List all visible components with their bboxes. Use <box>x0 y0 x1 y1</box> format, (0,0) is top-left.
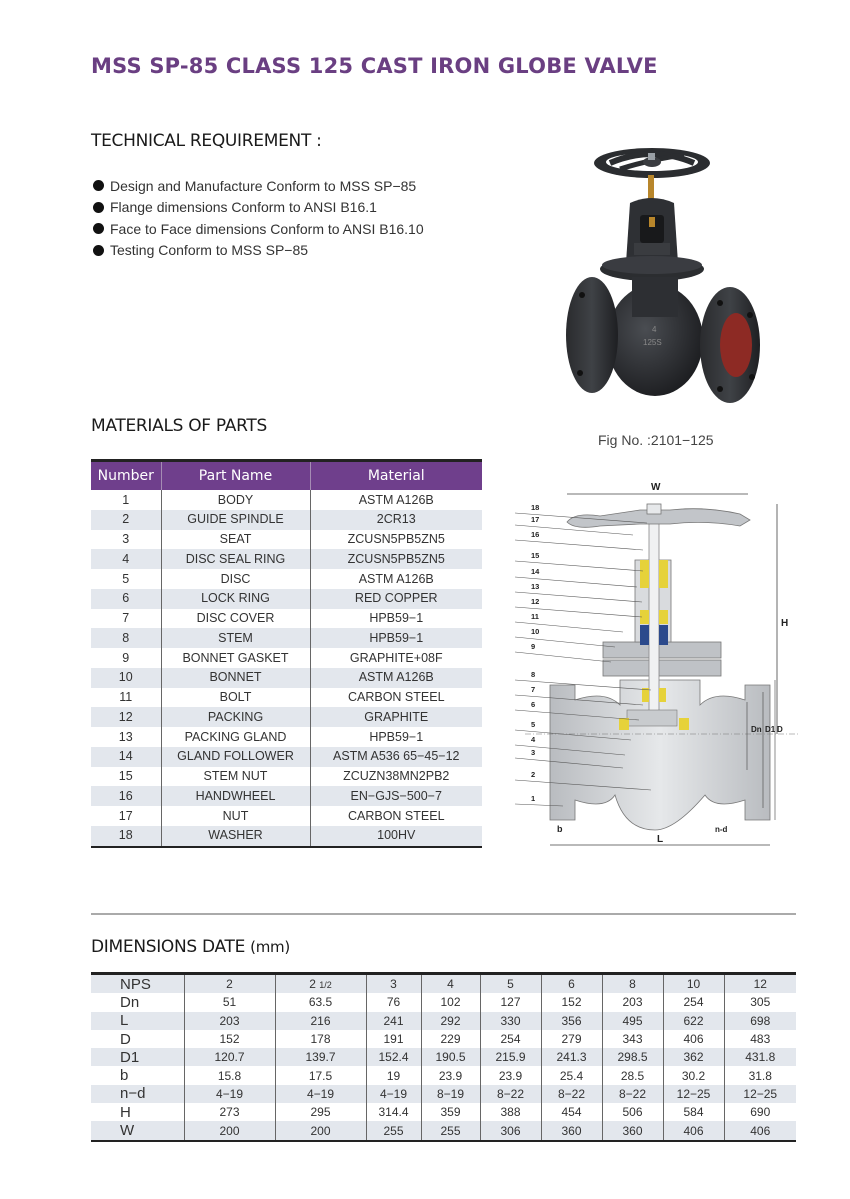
dim-label-l: L <box>657 834 664 845</box>
bullet-icon <box>93 202 104 213</box>
part-material: EN−GJS−500−7 <box>310 786 482 806</box>
casting-mark-size: 4 <box>652 325 657 334</box>
dimension-value: 295 <box>275 1103 366 1121</box>
requirement-item <box>93 240 424 262</box>
section-divider <box>91 913 796 915</box>
part-name: NUT <box>161 806 310 826</box>
valve-cross-section-diagram <box>515 480 805 855</box>
part-number-callout: 9 <box>531 642 536 651</box>
dimension-value: 406 <box>663 1121 724 1140</box>
dimension-value: 506 <box>602 1103 663 1121</box>
bullet-icon <box>93 180 104 191</box>
part-number-callout: 6 <box>531 700 536 709</box>
dimension-value: 203 <box>602 993 663 1011</box>
requirement-text: Face to Face dimensions Conform to ANSI B16.10 <box>110 220 424 237</box>
part-material: RED COPPER <box>310 589 482 609</box>
part-number-callout: 2 <box>531 770 536 779</box>
dimension-value: 343 <box>602 1030 663 1048</box>
part-number-callout: 14 <box>531 567 540 576</box>
column-header-material: Material <box>310 461 482 491</box>
part-material: 100HV <box>310 826 482 847</box>
materials-row <box>91 628 482 648</box>
dimension-value: 254 <box>480 1030 541 1048</box>
dimension-value: 152.4 <box>366 1048 421 1066</box>
dimension-value: 12 <box>724 974 796 994</box>
part-number: 2 <box>91 510 161 530</box>
casting-mark-class: 125S <box>643 338 662 347</box>
dimensions-table <box>91 972 796 1142</box>
part-number: 10 <box>91 668 161 688</box>
materials-row <box>91 707 482 727</box>
dimension-label: n−d <box>91 1085 184 1103</box>
dimension-value: 8 <box>602 974 663 994</box>
dimension-value: 330 <box>480 1012 541 1030</box>
dimension-value: 298.5 <box>602 1048 663 1066</box>
requirement-text: Flange dimensions Conform to ANSI B16.1 <box>110 199 377 216</box>
part-name: DISC <box>161 569 310 589</box>
part-number: 5 <box>122 571 130 586</box>
dimension-value: 483 <box>724 1030 796 1048</box>
dimensions-heading-text: DIMENSIONS DATE <box>91 937 246 957</box>
part-name: STEM <box>161 628 310 648</box>
dimension-value: 76 <box>366 993 421 1011</box>
part-name: LOCK RING <box>161 589 310 609</box>
part-material: CARBON STEEL <box>310 688 482 708</box>
dimension-value: 359 <box>421 1103 480 1121</box>
dimensions-row <box>91 993 796 1011</box>
dimension-value: 3 <box>366 974 421 994</box>
part-material: CARBON STEEL <box>310 806 482 826</box>
dimension-value: 8−22 <box>602 1085 663 1103</box>
dimension-value: 698 <box>724 1012 796 1030</box>
part-material: GRAPHITE+08F <box>310 648 482 668</box>
dimensions-row <box>91 1121 796 1140</box>
dimensions-row <box>91 1048 796 1066</box>
requirement-text: Design and Manufacture Conform to MSS SP−85 <box>110 177 417 194</box>
leader-line <box>515 652 611 662</box>
part-number-callout: 15 <box>531 551 540 560</box>
dimension-value: 190.5 <box>421 1048 480 1066</box>
materials-row <box>91 727 482 747</box>
dimensions-row <box>91 1066 796 1084</box>
requirement-text: Testing Conform to MSS SP−85 <box>110 242 309 259</box>
dimension-value: 356 <box>541 1012 602 1030</box>
part-number-callout: 8 <box>531 670 536 679</box>
technical-requirement-heading: TECHNICAL REQUIREMENT : <box>91 131 322 151</box>
dim-label-w: W <box>651 482 661 493</box>
column-header-number: Number <box>91 461 161 491</box>
dimension-value: 690 <box>724 1103 796 1121</box>
dimension-value: 4 <box>421 974 480 994</box>
part-name: BONNET <box>161 668 310 688</box>
dimension-value: 178 <box>275 1030 366 1048</box>
part-number-callout: 3 <box>531 748 536 757</box>
part-name: GUIDE SPINDLE <box>161 510 310 530</box>
materials-row <box>91 490 482 510</box>
materials-row <box>91 609 482 629</box>
materials-row <box>91 668 482 688</box>
dimension-value: 4−19 <box>366 1085 421 1103</box>
dimension-value: 6 <box>541 974 602 994</box>
dimension-value: 255 <box>421 1121 480 1140</box>
dimension-value: 139.7 <box>275 1048 366 1066</box>
dimension-value: 12−25 <box>724 1085 796 1103</box>
requirement-item <box>93 175 424 197</box>
part-number-callout: 18 <box>531 503 540 512</box>
dimension-value: 4−19 <box>275 1085 366 1103</box>
dimension-value: 19 <box>366 1066 421 1084</box>
part-number: 1 <box>122 492 130 507</box>
dimension-value: 241.3 <box>541 1048 602 1066</box>
dimension-value: 25.4 <box>541 1066 602 1084</box>
dimensions-row <box>91 1030 796 1048</box>
materials-row <box>91 747 482 767</box>
dimension-value: 241 <box>366 1012 421 1030</box>
dimension-value: 10 <box>663 974 724 994</box>
part-number: 13 <box>118 729 133 744</box>
requirement-item <box>93 218 424 240</box>
dimension-value: 360 <box>602 1121 663 1140</box>
materials-row <box>91 767 482 787</box>
part-name: DISC SEAL RING <box>161 549 310 569</box>
dimension-value: 584 <box>663 1103 724 1121</box>
dimension-value: 431.8 <box>724 1048 796 1066</box>
part-name: BOLT <box>161 688 310 708</box>
part-number-callout: 7 <box>531 685 536 694</box>
dim-label-d: D <box>777 725 783 734</box>
materials-row <box>91 510 482 530</box>
dimension-label: D <box>120 1030 131 1048</box>
part-name: WASHER <box>161 826 310 847</box>
part-number-callout: 10 <box>531 627 540 636</box>
part-name: BODY <box>161 490 310 510</box>
part-number: 6 <box>91 589 161 609</box>
part-number-callout: 16 <box>531 530 540 539</box>
materials-row <box>91 648 482 668</box>
dimensions-row <box>91 1012 796 1030</box>
dimension-value: 191 <box>366 1030 421 1048</box>
part-number: 4 <box>91 549 161 569</box>
dimension-value: 229 <box>421 1030 480 1048</box>
dimension-value: 17.5 <box>275 1066 366 1084</box>
dimension-value: 152 <box>184 1030 275 1048</box>
materials-row <box>91 826 482 847</box>
dimension-value: 622 <box>663 1012 724 1030</box>
part-name: PACKING <box>161 707 310 727</box>
dimension-label: Dn <box>120 993 140 1011</box>
part-name: HANDWHEEL <box>161 786 310 806</box>
part-material: HPB59−1 <box>310 628 482 648</box>
dimensions-row <box>91 1103 796 1121</box>
dim-label-nd: n-d <box>715 825 728 834</box>
part-material: ASTM A126B <box>310 569 482 589</box>
dim-label-dn: Dn <box>751 725 762 734</box>
part-number: 12 <box>91 707 161 727</box>
materials-heading: MATERIALS OF PARTS <box>91 416 267 436</box>
part-material: 2CR13 <box>310 510 482 530</box>
materials-row <box>91 688 482 708</box>
dimension-value: 273 <box>184 1103 275 1121</box>
part-name: DISC COVER <box>161 609 310 629</box>
part-name: PACKING GLAND <box>161 727 310 747</box>
dimension-value: 12−25 <box>663 1085 724 1103</box>
dimension-value: 292 <box>421 1012 480 1030</box>
materials-row <box>91 806 482 826</box>
part-number: 9 <box>122 650 130 665</box>
requirements-list <box>93 175 424 261</box>
dimension-value: 200 <box>184 1121 275 1140</box>
dimension-value: 127 <box>480 993 541 1011</box>
dimension-value: 8−22 <box>480 1085 541 1103</box>
dimension-value: 406 <box>724 1121 796 1140</box>
dimension-value: 2 1/2 <box>275 974 366 994</box>
dimension-value: 30.2 <box>663 1066 724 1084</box>
part-material: HPB59−1 <box>310 727 482 747</box>
part-material: ASTM A126B <box>310 668 482 688</box>
materials-row <box>91 549 482 569</box>
dimension-value: 495 <box>602 1012 663 1030</box>
dimension-value: 23.9 <box>421 1066 480 1084</box>
part-number-callout: 4 <box>531 735 536 744</box>
leader-line <box>515 540 643 550</box>
dimension-value: 8−22 <box>541 1085 602 1103</box>
bullet-icon <box>93 245 104 256</box>
dimension-value: 306 <box>480 1121 541 1140</box>
part-number-callout: 11 <box>531 612 539 621</box>
dimension-value: 254 <box>663 993 724 1011</box>
part-material: ZCUSN5PB5ZN5 <box>310 549 482 569</box>
dimension-label: H <box>120 1103 131 1121</box>
part-number-callout: 5 <box>531 720 536 729</box>
bullet-icon <box>93 223 104 234</box>
dimension-value: 406 <box>663 1030 724 1048</box>
dimensions-heading <box>91 937 290 957</box>
dimension-value: 31.8 <box>724 1066 796 1084</box>
dimensions-row <box>91 1085 796 1103</box>
dim-label-d1: D1 <box>765 725 776 734</box>
part-material: ZCUZN38MN2PB2 <box>310 767 482 787</box>
materials-row <box>91 589 482 609</box>
part-number: 18 <box>91 826 161 847</box>
part-number: 17 <box>118 808 133 823</box>
part-number-callout: 1 <box>531 794 536 803</box>
leader-line <box>515 637 615 647</box>
dimension-value: 314.4 <box>366 1103 421 1121</box>
dimensions-row <box>91 974 796 994</box>
dimension-value: 15.8 <box>184 1066 275 1084</box>
page-title: MSS SP-85 CLASS 125 CAST IRON GLOBE VALVE <box>91 54 658 78</box>
dimension-value: 28.5 <box>602 1066 663 1084</box>
dimension-label: NPS <box>91 974 184 994</box>
part-material: ASTM A536 65−45−12 <box>310 747 482 767</box>
dimension-value: 102 <box>421 993 480 1011</box>
dimensions-unit: (mm) <box>250 938 290 956</box>
part-material: ASTM A126B <box>310 490 482 510</box>
figure-caption: Fig No. :2101−125 <box>598 432 714 448</box>
dimension-value: 454 <box>541 1103 602 1121</box>
dimension-value: 305 <box>724 993 796 1011</box>
part-name: BONNET GASKET <box>161 648 310 668</box>
part-number: 11 <box>119 690 133 705</box>
valve-photo <box>560 145 770 425</box>
dimension-value: 23.9 <box>480 1066 541 1084</box>
materials-row <box>91 530 482 550</box>
materials-table <box>91 459 482 848</box>
dimension-value: 360 <box>541 1121 602 1140</box>
dimension-label: D1 <box>91 1048 184 1066</box>
dimension-value: 5 <box>480 974 541 994</box>
dimension-value: 2 <box>184 974 275 994</box>
dimension-value: 8−19 <box>421 1085 480 1103</box>
dimension-value: 4−19 <box>184 1085 275 1103</box>
part-name: STEM NUT <box>161 767 310 787</box>
dimension-label: b <box>120 1067 129 1085</box>
dimension-value: 152 <box>541 993 602 1011</box>
materials-row <box>91 569 482 589</box>
dimension-value: 120.7 <box>184 1048 275 1066</box>
dimension-value: 63.5 <box>275 993 366 1011</box>
part-number: 16 <box>91 786 161 806</box>
part-name: SEAT <box>161 530 310 550</box>
dimension-value: 200 <box>275 1121 366 1140</box>
materials-row <box>91 786 482 806</box>
part-number: 7 <box>122 611 130 626</box>
dimension-value: 216 <box>275 1012 366 1030</box>
dimension-value: 279 <box>541 1030 602 1048</box>
part-number-callout: 17 <box>531 515 540 524</box>
requirement-item <box>93 197 424 219</box>
part-number-callout: 13 <box>531 582 540 591</box>
part-name: GLAND FOLLOWER <box>161 747 310 767</box>
materials-header-row <box>91 461 482 491</box>
dimension-value: 215.9 <box>480 1048 541 1066</box>
part-material: ZCUSN5PB5ZN5 <box>310 530 482 550</box>
part-number: 3 <box>122 532 130 547</box>
part-material: GRAPHITE <box>310 707 482 727</box>
dimension-value: 388 <box>480 1103 541 1121</box>
part-number-callout: 12 <box>531 597 540 606</box>
dimension-value: 362 <box>663 1048 724 1066</box>
dimension-value: 255 <box>366 1121 421 1140</box>
dimension-value: 203 <box>184 1012 275 1030</box>
dimension-label: W <box>91 1121 184 1140</box>
part-number: 15 <box>118 769 133 784</box>
part-number: 14 <box>91 747 161 767</box>
dimension-value: 51 <box>184 993 275 1011</box>
part-material: HPB59−1 <box>310 609 482 629</box>
dim-label-b: b <box>557 824 563 834</box>
dimension-label: L <box>91 1012 184 1030</box>
dim-label-h: H <box>781 618 789 629</box>
part-number: 8 <box>91 628 161 648</box>
column-header-part-name: Part Name <box>161 461 310 491</box>
